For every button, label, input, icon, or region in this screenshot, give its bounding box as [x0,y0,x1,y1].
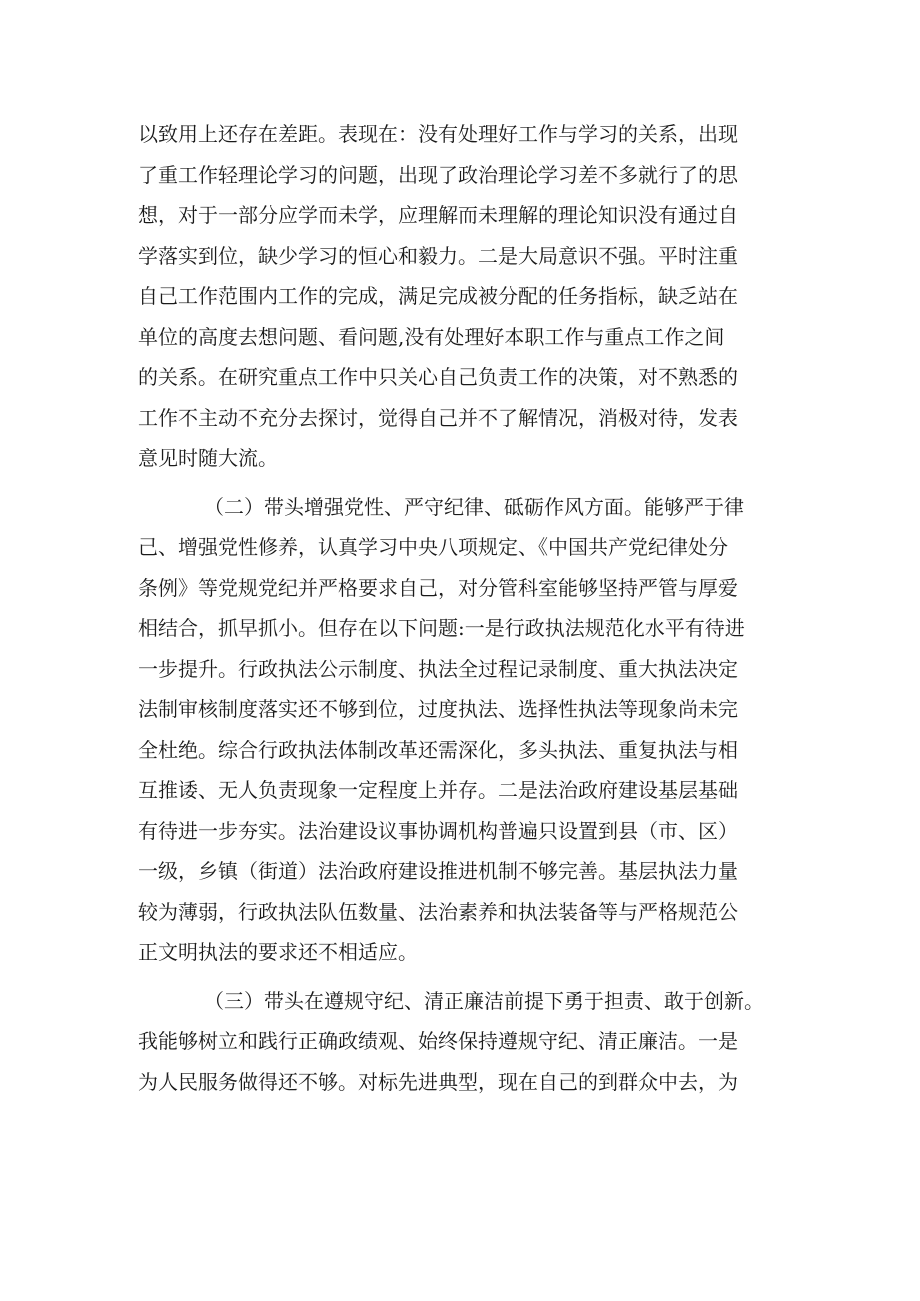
text-line: 意见时随大流。 [138,446,278,470]
paragraph-continuation [138,114,798,479]
text-line: 一步提升。行政执法公示制度、执法全过程记录制度、重大执法决定 [138,656,738,681]
text-line: 条例》等党规党纪并严格要求自己，对分管科室能够坚持严管与厚爱 [138,575,738,600]
document-body [138,114,798,1102]
text-line: 正文明执法的要求还不相适应。 [138,940,418,964]
text-line: 法制审核制度落实还不够到位，过度执法、选择性执法等现象尚未完 [138,697,738,721]
text-line: 工作不主动不充分去探讨，觉得自己并不了解情况，消极对待，发表 [138,405,738,430]
text-line: 学落实到位，缺少学习的恒心和毅力。二是大局意识不强。平时注重 [138,243,738,268]
section-heading-line: （二）带头增强党性、严守纪律、砥砺作风方面。能够严于律 [204,494,744,519]
text-line: 单位的高度去想问题、看问题,没有处理好本职工作与重点工作之间 [138,324,725,349]
text-line: 想，对于一部分应学而未学，应理解而未理解的理论知识没有通过自 [138,203,738,227]
section-heading-line: （三）带头在遵规守纪、清正廉洁前提下勇于担责、敢于创新。 [204,988,764,1013]
text-line: 我能够树立和践行正确政绩观、始终保持遵规守纪、清正廉洁。一是 [138,1029,738,1053]
text-line: 自己工作范围内工作的完成，满足完成被分配的任务指标，缺乏站在 [138,284,738,308]
paragraph-section-three [138,981,798,1103]
text-line: 以致用上还存在差距。表现在：没有处理好工作与学习的关系，出现 [138,122,738,146]
text-line: 相结合，抓早抓小。但存在以下问题:一是行政执法规范化水平有待进 [138,616,745,640]
text-line: 全杜绝。综合行政执法体制改革还需深化，多头执法、重复执法与相 [138,737,738,762]
text-line: 了重工作轻理论学习的问题，出现了政治理论学习差不多就行了的思 [138,162,738,187]
text-line: 一级，乡镇（街道）法治政府建设推进机制不够完善。基层执法力量 [138,859,738,883]
paragraph-section-two [138,487,798,973]
text-line: 互推诿、无人负责现象一定程度上并存。二是法治政府建设基层基础 [138,778,738,802]
text-line: 的关系。在研究重点工作中只关心自己负责工作的决策，对不熟悉的 [138,365,738,389]
text-line: 为人民服务做得还不够。对标先进典型，现在自己的到群众中去，为 [138,1069,738,1094]
text-line: 己、增强党性修养，认真学习中央八项规定、《中国共产党纪律处分 [138,535,728,559]
text-line: 较为薄弱，行政执法队伍数量、法治素养和执法装备等与严格规范公 [138,899,738,924]
text-line: 有待进一步夯实。法治建设议事协调机构普遍只设置到县（市、区） [138,818,738,843]
